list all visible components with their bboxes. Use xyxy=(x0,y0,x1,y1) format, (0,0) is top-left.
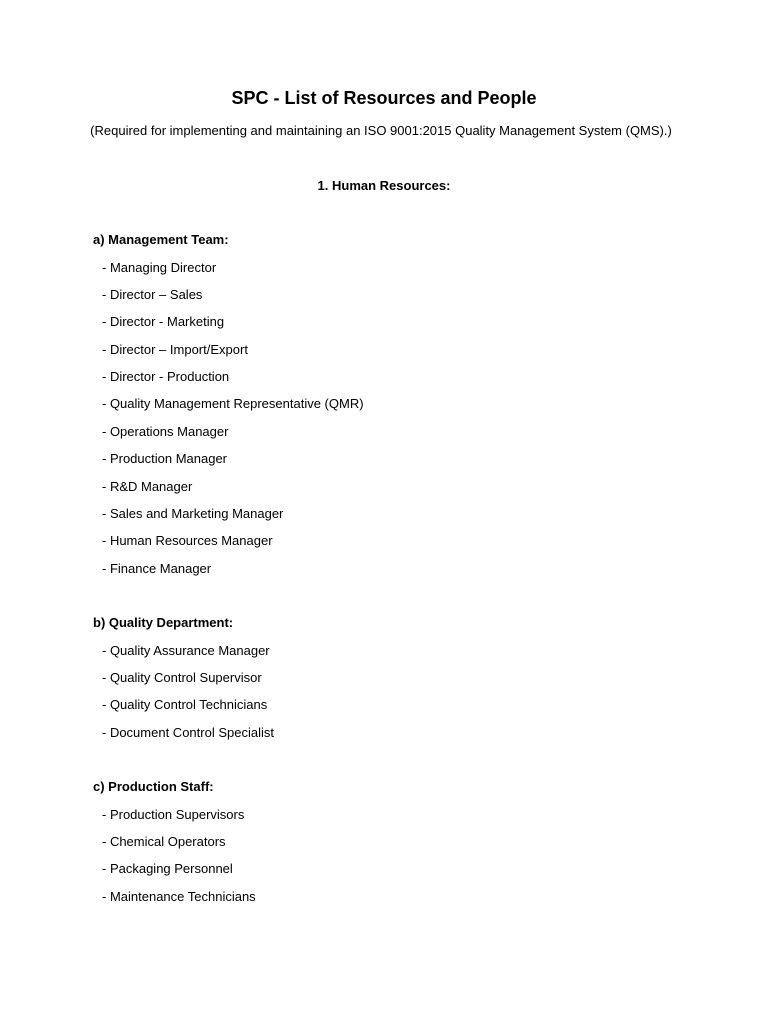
list-item: - Finance Manager xyxy=(102,560,212,576)
list-item: - R&D Manager xyxy=(102,478,193,494)
document-title: SPC - List of Resources and People xyxy=(231,88,537,108)
list-item: - Maintenance Technicians xyxy=(102,888,256,904)
quality-department-group xyxy=(93,615,693,752)
group-heading: c) Production Staff: xyxy=(93,779,214,794)
list-item: - Sales and Marketing Manager xyxy=(102,506,284,522)
list-item: - Director - Production xyxy=(102,369,230,385)
list-item: - Packaging Personnel xyxy=(102,861,233,877)
document-subtitle: (Required for implementing and maintaining an ISO 9001:2015 Quality Management System (QMS).) xyxy=(90,123,672,138)
list-item: - Director – Sales xyxy=(102,286,203,302)
group-heading: b) Quality Department: xyxy=(93,615,234,630)
list-item: - Quality Control Supervisor xyxy=(102,669,262,685)
list-item: - Director - Marketing xyxy=(102,314,225,330)
group-heading: a) Management Team: xyxy=(93,232,229,247)
list-item: - Quality Assurance Manager xyxy=(102,642,270,658)
section-heading-human-resources: 1. Human Resources: xyxy=(317,178,451,193)
list-item: - Quality Management Representative (QMR) xyxy=(102,396,364,412)
management-team-group xyxy=(93,232,693,588)
list-item: - Document Control Specialist xyxy=(102,724,274,740)
list-item: - Quality Control Technicians xyxy=(102,697,268,713)
list-item: - Production Supervisors xyxy=(102,806,245,822)
list-item: - Production Manager xyxy=(102,451,228,467)
list-item: - Managing Director xyxy=(102,259,217,275)
list-item: - Human Resources Manager xyxy=(102,533,273,549)
list-item: - Director – Import/Export xyxy=(102,341,248,357)
list-item: - Chemical Operators xyxy=(102,833,226,849)
list-item: - Operations Manager xyxy=(102,423,229,439)
production-staff-group xyxy=(93,779,693,916)
